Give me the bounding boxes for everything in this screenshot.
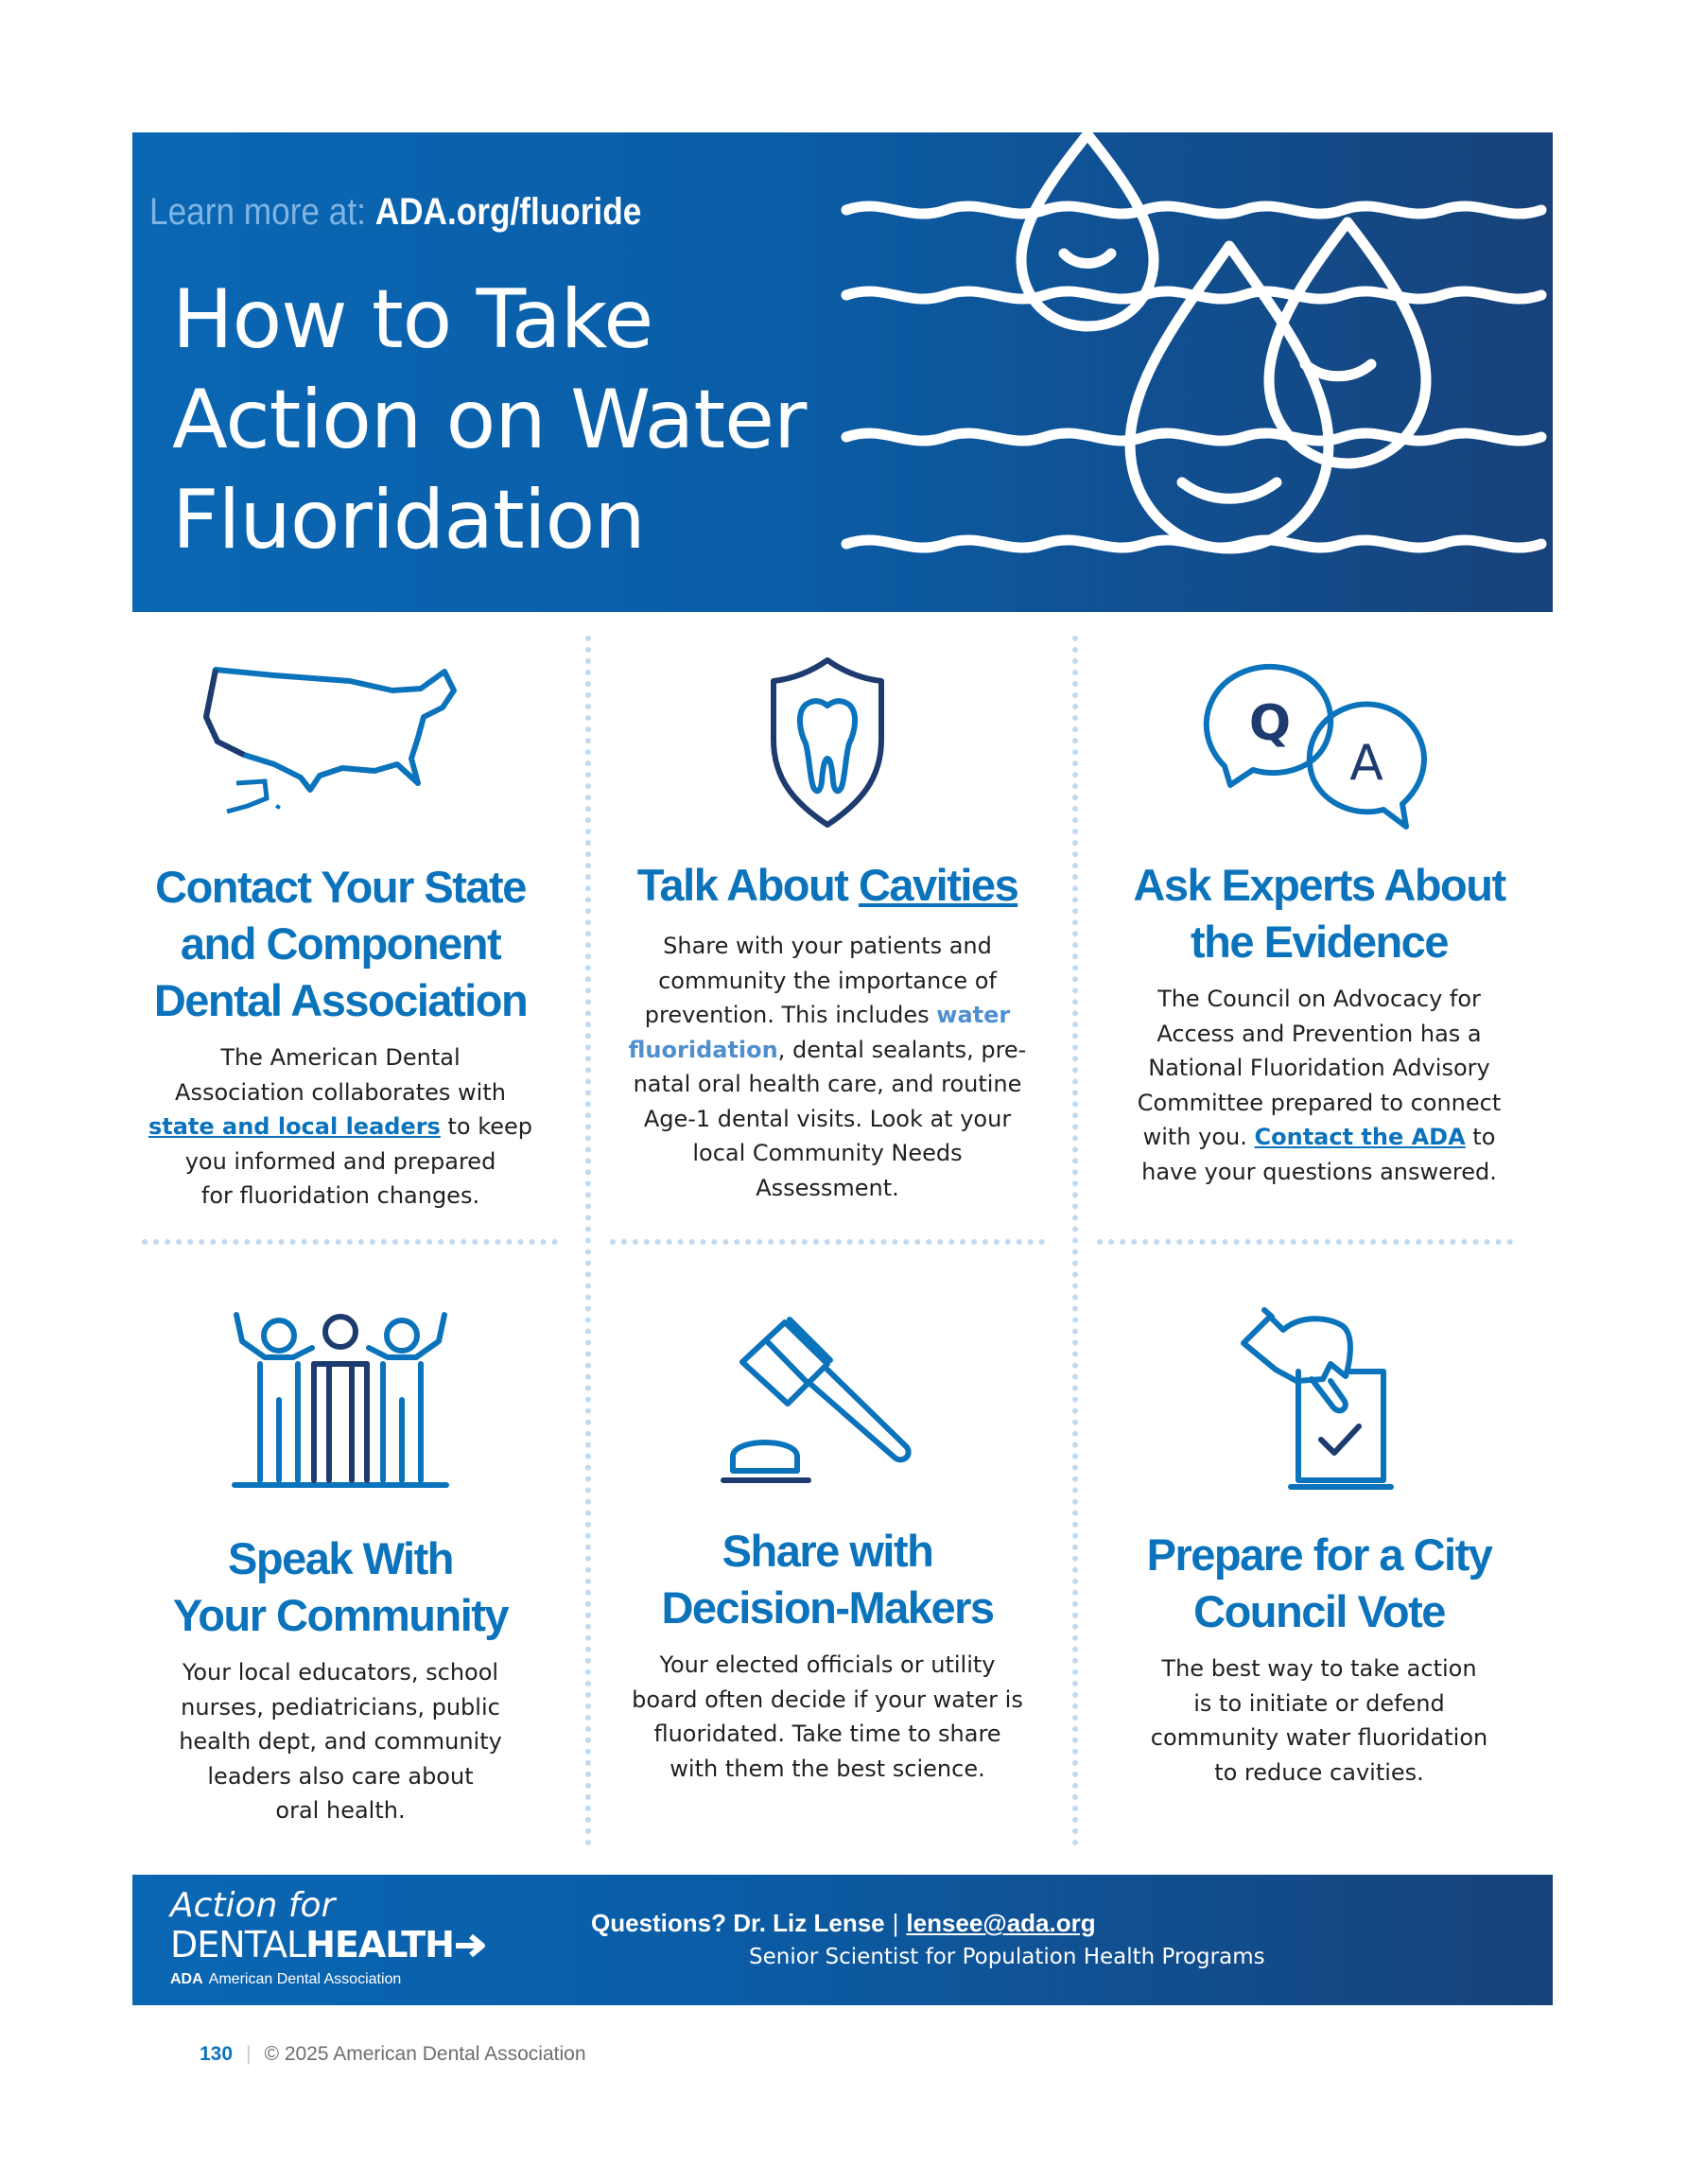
horizontal-divider — [142, 1239, 558, 1250]
card-title — [605, 1523, 1050, 1636]
title-line: Speak With — [228, 1533, 453, 1583]
body-line: community the importance of — [658, 967, 997, 994]
title-prefix: Talk About — [636, 860, 859, 910]
body-line: fluoridated. Take time to share — [653, 1721, 1001, 1747]
state-local-leaders-link[interactable]: state and local leaders — [148, 1113, 441, 1140]
card-title — [1097, 857, 1541, 970]
card-talk-cavities — [605, 653, 1050, 1205]
ada-mark: ADA — [170, 1971, 203, 1987]
card-body — [142, 1655, 539, 1828]
page-footer — [200, 2043, 586, 2066]
header-banner — [132, 132, 1553, 612]
body-line: you informed and prepared — [184, 1147, 496, 1175]
title-line: Your Community — [172, 1590, 509, 1640]
body-line: to reduce cavities. — [1214, 1758, 1424, 1786]
body-line: Your elected officials or utility — [659, 1651, 996, 1678]
horizontal-divider — [610, 1239, 1045, 1250]
title-line: Prepare for a City — [1146, 1529, 1492, 1580]
cavities-link[interactable]: Cavities — [858, 860, 1018, 910]
questions-label: Questions? Dr. Liz Lense — [591, 1909, 885, 1937]
title-line: Share with — [722, 1526, 933, 1576]
body-line: Share with your patients and — [663, 933, 992, 959]
body-line: is to initiate or defend — [1193, 1689, 1445, 1717]
title-line: How to Take — [172, 272, 653, 367]
water-fluoridation-highlight: water — [936, 1002, 1011, 1028]
card-speak-community — [142, 1305, 539, 1828]
body-line: Age-1 dental visits. Look at your — [643, 1105, 1012, 1132]
body-line: local Community Needs — [692, 1140, 963, 1166]
card-body — [1097, 982, 1541, 1189]
card-body — [605, 929, 1050, 1205]
gavel-icon — [714, 1305, 941, 1494]
contact-role: Senior Scientist for Population Health Programs — [749, 1945, 1265, 1969]
questions-line — [591, 1909, 1096, 1938]
body-line: health dept, and community — [179, 1728, 502, 1755]
body-line: Assessment. — [756, 1174, 899, 1201]
card-title — [605, 857, 1050, 914]
title-line: the Evidence — [1191, 917, 1448, 967]
ada-org-name: American Dental Association — [208, 1971, 402, 1987]
body-line: The best way to take action — [1161, 1655, 1477, 1682]
title-line: Contact Your State — [155, 862, 526, 912]
body-line: Access and Prevention has a — [1157, 1020, 1482, 1047]
email-link[interactable]: lensee@ada.org — [906, 1909, 1096, 1937]
brand-line1: Action for — [170, 1886, 336, 1925]
title-line: Fluoridation — [172, 473, 645, 568]
ada-org-line — [170, 1971, 401, 1988]
contact-ada-link[interactable]: Contact the ADA — [1254, 1124, 1466, 1150]
page-title — [172, 270, 891, 570]
card-title — [142, 1530, 539, 1644]
card-body — [142, 1040, 539, 1214]
qa-bubbles-icon — [1196, 653, 1442, 832]
usa-map-icon — [199, 662, 482, 823]
footer-banner — [132, 1875, 1553, 2005]
title-line: Action on Water — [172, 373, 807, 467]
card-contact-state — [142, 662, 539, 1214]
body-line: The American Dental — [220, 1044, 461, 1071]
body-line: natal oral health care, and routine — [633, 1071, 1022, 1097]
learn-more-link[interactable]: ADA.org/fluoride — [374, 191, 642, 233]
separator: | — [892, 1909, 899, 1937]
card-title — [142, 859, 539, 1029]
community-people-icon — [227, 1305, 454, 1494]
title-line: Dental Association — [153, 975, 528, 1025]
page-number: 130 — [200, 2043, 234, 2065]
body-line: The Council on Advocacy for — [1157, 986, 1481, 1012]
separator: | — [246, 2043, 252, 2065]
ballot-box-icon — [1225, 1305, 1414, 1494]
title-line: Council Vote — [1193, 1586, 1445, 1636]
card-city-council-vote — [1097, 1305, 1541, 1790]
body-line: to keep — [440, 1113, 533, 1140]
body-line: leaders also care about — [207, 1762, 474, 1790]
vertical-divider — [585, 636, 597, 1846]
body-line: to — [1465, 1124, 1496, 1150]
card-ask-experts — [1097, 653, 1541, 1189]
card-title — [1097, 1527, 1541, 1640]
card-decision-makers — [605, 1305, 1050, 1786]
tooth-shield-icon — [766, 653, 889, 832]
body-line: nurses, pediatricians, public — [181, 1693, 500, 1721]
copyright: © 2025 American Dental Association — [264, 2043, 586, 2065]
vertical-divider — [1072, 636, 1084, 1846]
learn-more-line — [149, 191, 641, 234]
title-line: Decision-Makers — [661, 1582, 994, 1633]
body-line: National Fluoridation Advisory — [1148, 1055, 1490, 1081]
body-line: for fluoridation changes. — [200, 1182, 480, 1209]
body-line: Committee prepared to connect — [1137, 1089, 1502, 1116]
body-line: community water fluoridation — [1150, 1724, 1488, 1751]
body-line: with them the best science. — [670, 1755, 985, 1782]
learn-more-label: Learn more at: — [149, 191, 375, 233]
body-line: prevention. This includes — [644, 1002, 937, 1028]
card-body — [1097, 1651, 1541, 1790]
svg-text:A: A — [1349, 735, 1383, 792]
body-line: Your local educators, school — [182, 1659, 499, 1686]
arrow-right-icon — [456, 1932, 488, 1959]
title-line: Ask Experts About — [1133, 860, 1505, 910]
body-line: oral health. — [275, 1797, 406, 1824]
brand-logo — [170, 1924, 488, 1966]
horizontal-divider — [1097, 1239, 1513, 1250]
title-line: and Component — [180, 918, 501, 969]
body-line: with you. — [1142, 1124, 1255, 1150]
brand-light: DENTAL — [170, 1924, 306, 1966]
body-line: have your questions answered. — [1141, 1158, 1497, 1185]
card-body — [605, 1648, 1050, 1786]
water-fluoridation-highlight: fluoridation — [628, 1036, 778, 1063]
body-line: board often decide if your water is — [632, 1686, 1023, 1713]
body-line: , dental sealants, pre- — [777, 1036, 1027, 1063]
svg-text:Q: Q — [1248, 695, 1292, 752]
body-line: Association collaborates with — [175, 1078, 506, 1106]
brand-bold: HEALTH — [305, 1924, 454, 1966]
